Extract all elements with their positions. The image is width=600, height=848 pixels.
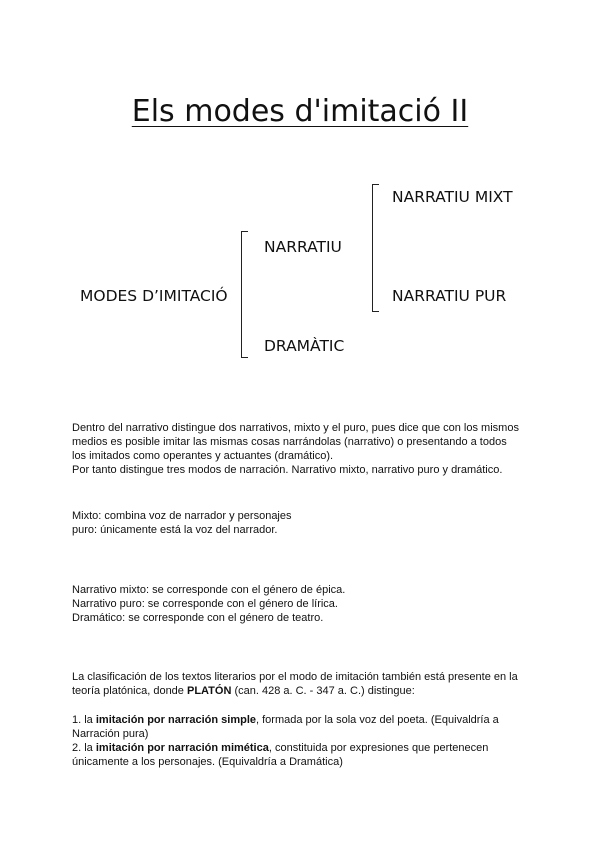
text-line: los imitados como operantes y actuantes (dramático). xyxy=(72,450,334,462)
text-line: La clasificación de los textos literarios por el modo de imitación también está presente en la xyxy=(72,671,518,683)
page-title: Els modes d'imitació II xyxy=(131,94,469,129)
text-line: Mixto: combina voz de narrador y personajes xyxy=(72,510,292,522)
text-span: , constituida por expresiones que pertenecen xyxy=(268,742,489,754)
diagram-narratiu-mixt-label: NARRATIU MIXT xyxy=(392,188,513,206)
list-item xyxy=(72,713,542,727)
diagram-root-label: MODES D’IMITACIÓ xyxy=(80,287,228,305)
platon-name: PLATÓN xyxy=(186,685,232,697)
text-line: Narrativo puro: se corresponde con el género de lírica. xyxy=(72,598,338,610)
list-item xyxy=(72,741,542,755)
text-span: teoría platónica, donde xyxy=(72,685,187,697)
item-term: imitación por narración simple xyxy=(95,714,257,726)
platon-paragraph xyxy=(72,670,542,698)
text-line: medios es posible imitar las mismas cosas narrándolas (narrativo) o presentando a todos xyxy=(72,436,507,448)
text-line: puro: únicamente está la voz del narrador. xyxy=(72,524,278,536)
text-span: , formada por la sola voz del poeta. (Equivaldría a xyxy=(256,714,499,726)
diagram-narratiu-pur-label: NARRATIU PUR xyxy=(392,287,507,305)
text-line: Por tanto distingue tres modos de narración. Narrativo mixto, narrativo puro y dramático. xyxy=(72,464,503,476)
item-term: imitación por narración mimética xyxy=(95,742,269,754)
genres-block xyxy=(72,583,542,625)
text-line: Dramático: se corresponde con el género de teatro. xyxy=(72,612,324,624)
text-span: 1. la xyxy=(72,714,96,726)
text-span: (can. 428 a. C. - 347 a. C.) distingue: xyxy=(231,685,415,697)
intro-paragraph xyxy=(72,421,542,477)
diagram-narratiu-label: NARRATIU xyxy=(264,238,342,256)
text-span: 2. la xyxy=(72,742,96,754)
narratiu-bracket xyxy=(372,184,379,312)
text-line xyxy=(72,684,542,698)
text-line: Dentro del narrativo distingue dos narrativos, mixto y el puro, pues dice que con los mismos xyxy=(72,422,519,434)
text-line: únicamente a los personajes. (Equivaldría a Dramática) xyxy=(72,756,343,768)
diagram-dramatic-label: DRAMÀTIC xyxy=(264,337,345,355)
text-line: Narrativo mixto: se corresponde con el género de épica. xyxy=(72,584,346,596)
numbered-list xyxy=(72,713,542,769)
main-bracket xyxy=(241,231,248,358)
definitions-block xyxy=(72,509,542,537)
text-line: Narración pura) xyxy=(72,728,149,740)
